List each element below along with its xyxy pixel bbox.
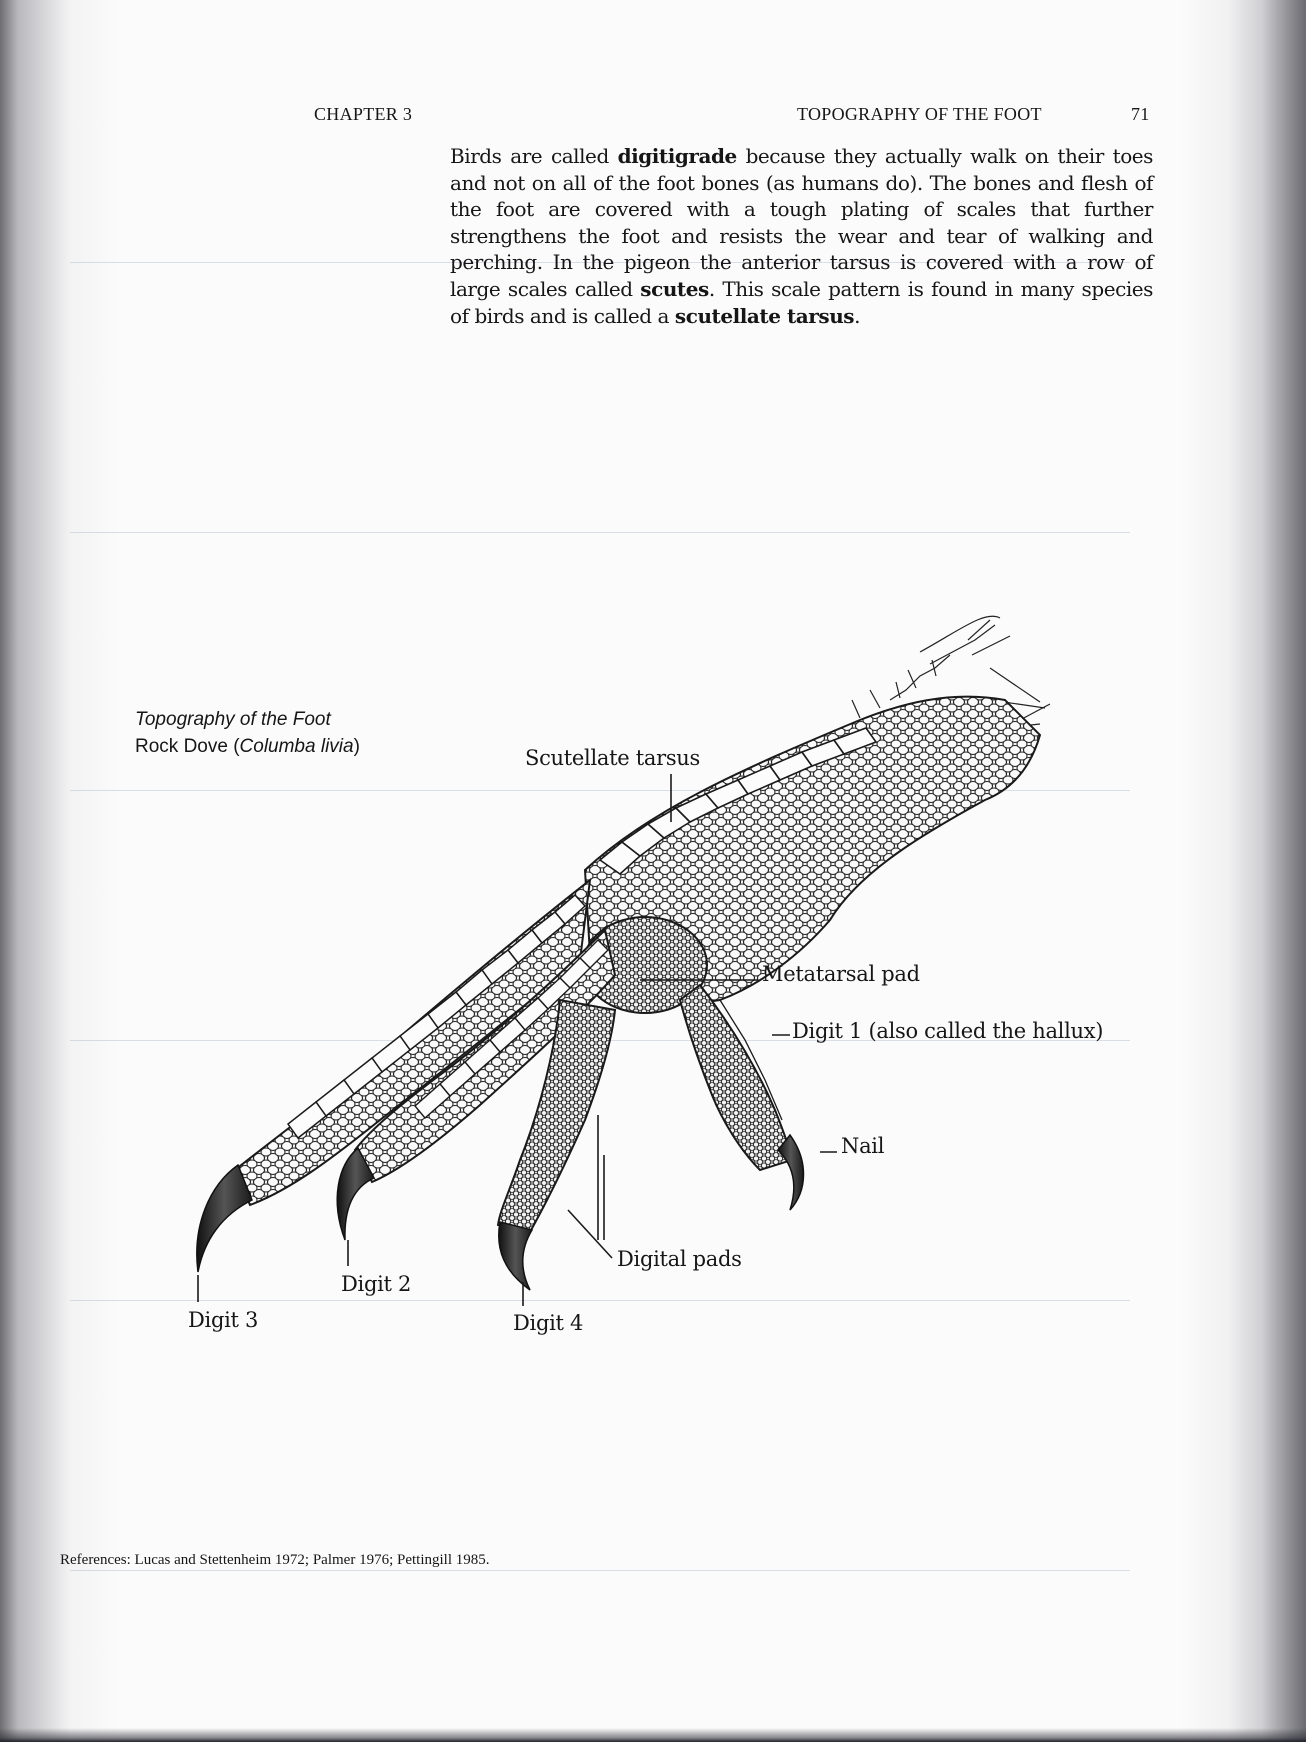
label-digital-pads: Digital pads	[617, 1247, 742, 1271]
section-title: TOPOGRAPHY OF THE FOOT	[797, 104, 1042, 124]
intro-text: Birds are called	[450, 144, 618, 168]
term-digitigrade: digitigrade	[617, 144, 737, 168]
label-metatarsal-pad: Metatarsal pad	[762, 962, 920, 986]
digit-4-claw	[499, 1222, 532, 1290]
species-latin-name: Columba livia	[239, 736, 354, 757]
digit-1-hallux	[680, 985, 792, 1170]
intro-text: because they actually walk on their toes and not on all of the foot bones (as humans do). The bones and flesh of the foot are covered with a tough plating of scales that further strengthens the foot and resists the wear and tear of walking and perching. In the pigeon the anterior tarsus is covered with a row of large scales called	[450, 144, 1153, 301]
intro-text: . This scale pattern is found in many species of birds and is called a	[450, 276, 1153, 328]
nail-claw	[778, 1135, 804, 1210]
species-common-name: Rock Dove (	[135, 736, 240, 757]
intro-text: .	[854, 303, 861, 328]
label-digit-4: Digit 4	[513, 1311, 584, 1335]
term-scutellate-tarsus: scutellate tarsus	[674, 303, 855, 328]
scanner-edge-shadow	[0, 1728, 1306, 1742]
label-digit-1: Digit 1 (also called the hallux)	[792, 1019, 1104, 1043]
figure-title: Topography of the Foot	[135, 709, 331, 730]
term-scutes: scutes	[640, 276, 709, 301]
label-digit-3: Digit 3	[188, 1308, 259, 1332]
leader-digital-pads-c	[568, 1210, 612, 1258]
chapter-heading: CHAPTER 3	[314, 104, 413, 124]
species-suffix: )	[353, 736, 360, 757]
references: References: Lucas and Stettenheim 1972; Palmer 1976; Pettingill 1985.	[60, 1552, 490, 1568]
page-number: 71	[1131, 104, 1150, 124]
label-nail: Nail	[841, 1134, 885, 1158]
digit-3-claw	[197, 1165, 252, 1272]
label-digit-2: Digit 2	[341, 1272, 412, 1296]
label-scutellate-tarsus: Scutellate tarsus	[525, 746, 701, 770]
